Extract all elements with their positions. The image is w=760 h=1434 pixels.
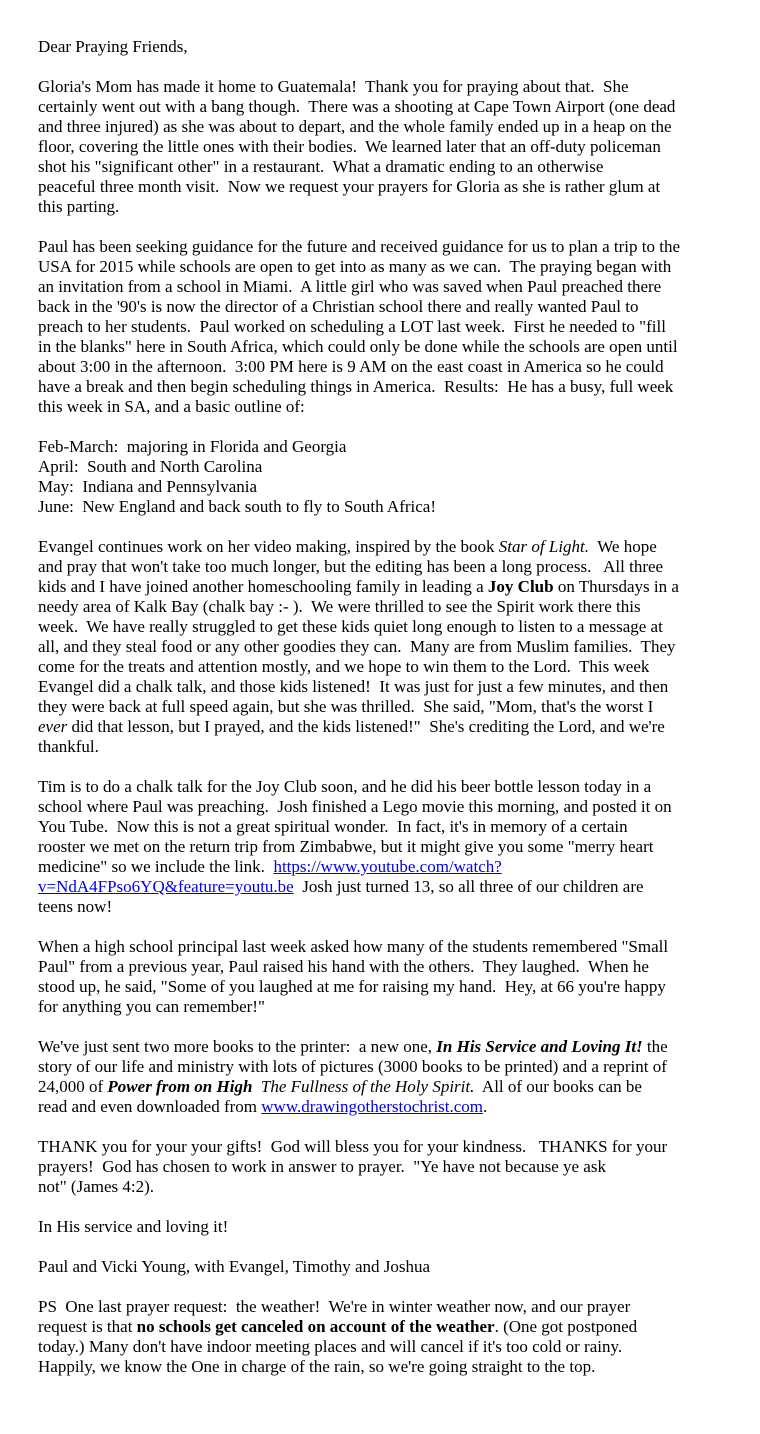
text-line xyxy=(38,1357,732,1377)
letter-body xyxy=(38,37,732,1377)
text-run: Tim is to do a chalk talk for the Joy Club soon, and he did his beer bottle lesson today in a xyxy=(38,777,652,796)
text-run: June: New England and back south to fly to South Africa! xyxy=(38,497,437,516)
text-line xyxy=(38,1037,732,1057)
text-run: request is that xyxy=(38,1317,137,1336)
text-run: kids and I have joined another homeschooling family in leading a xyxy=(38,577,488,596)
text-run: Feb-March: majoring in Florida and Georgia xyxy=(38,437,347,456)
text-line xyxy=(38,197,732,217)
text-run: for anything you can remember!" xyxy=(38,997,265,1016)
text-line xyxy=(38,617,732,637)
text-line xyxy=(38,977,732,997)
text-line xyxy=(38,37,732,57)
text-line xyxy=(38,397,732,417)
text-line xyxy=(38,117,732,137)
text-line xyxy=(38,677,732,697)
paragraph-books xyxy=(38,1037,732,1117)
text-line xyxy=(38,437,732,457)
text-run: Paul" from a previous year, Paul raised his hand with the others. They laughed. When he xyxy=(38,957,649,976)
text-run: Gloria's Mom has made it home to Guatemala! Thank you for praying about that. She xyxy=(38,77,629,96)
text-run: story of our life and ministry with lots of pictures (3000 books to be printed) and a reprint of xyxy=(38,1057,667,1076)
text-run: prayers! God has chosen to work in answer to prayer. "Ye have not because ye ask xyxy=(38,1157,606,1176)
text-line xyxy=(38,777,732,797)
text-line xyxy=(38,137,732,157)
text-run: You Tube. Now this is not a great spiritual wonder. In fact, it's in memory of a certain xyxy=(38,817,628,836)
text-line xyxy=(38,257,732,277)
text-run: and three injured) as she was about to depart, and the whole family ended up in a heap on the xyxy=(38,117,672,136)
text-run: We've just sent two more books to the printer: a new one, xyxy=(38,1037,437,1056)
text-line xyxy=(38,457,732,477)
text-run: did that lesson, but I prayed, and the kids listened!" She's crediting the Lord, and we're xyxy=(67,717,665,736)
text-line xyxy=(38,697,732,717)
text-line xyxy=(38,337,732,357)
text-line xyxy=(38,877,732,897)
text-line xyxy=(38,297,732,317)
text-line xyxy=(38,1297,732,1317)
text-run: . (One got postponed xyxy=(494,1317,638,1336)
text-run: week. We have really struggled to get these kids quiet long enough to listen to a message at xyxy=(38,617,663,636)
text-line xyxy=(38,957,732,977)
text-line xyxy=(38,817,732,837)
text-line xyxy=(38,377,732,397)
text-line xyxy=(38,157,732,177)
text-run: preach to her students. Paul worked on scheduling a LOT last week. First he needed to "fill xyxy=(38,317,666,336)
text-line xyxy=(38,857,732,877)
text-run: teens now! xyxy=(38,897,113,916)
text-run: ever xyxy=(38,717,68,736)
text-line xyxy=(38,637,732,657)
text-run: they were back at full speed again, but she was thrilled. She said, "Mom, that's the worst I xyxy=(38,697,654,716)
text-run: We hope xyxy=(589,537,657,556)
text-run: Evangel did a chalk talk, and those kids listened! It was just for just a few minutes, and then xyxy=(38,677,669,696)
text-run: school where Paul was preaching. Josh finished a Lego movie this morning, and posted it on xyxy=(38,797,672,816)
text-line xyxy=(38,477,732,497)
text-run: shot his "significant other" in a restaurant. What a dramatic ending to an otherwise xyxy=(38,157,604,176)
text-run: this week in SA, and a basic outline of: xyxy=(38,397,305,416)
text-line xyxy=(38,737,732,757)
text-run: USA for 2015 while schools are open to get into as many as we can. The praying began with xyxy=(38,257,672,276)
text-run: have a break and then begin scheduling things in America. Results: He has a busy, full week xyxy=(38,377,674,396)
text-run: about 3:00 in the afternoon. 3:00 PM here is 9 AM on the east coast in America so he could xyxy=(38,357,664,376)
text-line xyxy=(38,1317,732,1337)
text-line xyxy=(38,557,732,577)
text-line xyxy=(38,317,732,337)
paragraph-ps-weather xyxy=(38,1297,732,1377)
text-line xyxy=(38,797,732,817)
text-line xyxy=(38,657,732,677)
text-run xyxy=(252,1077,261,1096)
text-line xyxy=(38,937,732,957)
text-run: an invitation from a school in Miami. A little girl who was saved when Paul preached there xyxy=(38,277,662,296)
text-line xyxy=(38,1137,732,1157)
paragraph-small-paul xyxy=(38,937,732,1017)
salutation xyxy=(38,37,732,57)
text-run: on Thursdays in a xyxy=(553,577,679,596)
text-run: Paul has been seeking guidance for the future and received guidance for us to plan a trip to the xyxy=(38,237,680,256)
youtube-link[interactable]: https://www.youtube.com/watch? xyxy=(273,857,502,876)
text-run: peaceful three month visit. Now we request your prayers for Gloria as she is rather glum at xyxy=(38,177,661,196)
closing xyxy=(38,1217,732,1237)
text-run: Power from on High xyxy=(107,1077,253,1096)
text-run: all, and they steal food or any other goodies they can. Many are from Muslim families. They xyxy=(38,637,676,656)
text-run: today.) Many don't have indoor meeting places and will cancel if it's too cold or rainy. xyxy=(38,1337,623,1356)
text-line xyxy=(38,77,732,97)
text-line xyxy=(38,577,732,597)
text-run: THANK you for your your gifts! God will bless you for your kindness. THANKS for your xyxy=(38,1137,668,1156)
text-run: The Fullness of the Holy Spirit. xyxy=(260,1077,475,1096)
text-run: no schools get canceled on account of the weather xyxy=(136,1317,495,1336)
text-run: . xyxy=(483,1097,488,1116)
text-line xyxy=(38,897,732,917)
text-run: Star of Light. xyxy=(498,537,590,556)
text-run: not" (James 4:2). xyxy=(38,1177,155,1196)
text-line xyxy=(38,1157,732,1177)
text-line xyxy=(38,717,732,737)
paragraph-thanks xyxy=(38,1137,732,1197)
text-run: the xyxy=(642,1037,668,1056)
text-run: stood up, he said, "Some of you laughed at me for raising my hand. Hey, at 66 you're happy xyxy=(38,977,666,996)
text-run: Joy Club xyxy=(487,577,554,596)
paragraph-schedule xyxy=(38,437,732,517)
text-run: Dear Praying Friends, xyxy=(38,37,188,56)
text-line xyxy=(38,1217,732,1237)
text-run: rooster we met on the return trip from Zimbabwe, but it might give you some "merry heart xyxy=(38,837,654,856)
text-run: back in the '90's is now the director of a Christian school there and really wanted Paul to xyxy=(38,297,639,316)
text-run: come for the treats and attention mostly, and we hope to win them to the Lord. This week xyxy=(38,657,650,676)
paragraph-evangel-joy-club xyxy=(38,537,732,757)
text-line xyxy=(38,1257,732,1277)
text-run: April: South and North Carolina xyxy=(38,457,263,476)
signature xyxy=(38,1257,732,1277)
text-line xyxy=(38,837,732,857)
text-line xyxy=(38,1077,732,1097)
text-line xyxy=(38,177,732,197)
text-run: medicine" so we include the link. xyxy=(38,857,274,876)
text-line xyxy=(38,1177,732,1197)
drawingotherstochrist-link[interactable]: www.drawingotherstochrist.com xyxy=(261,1097,484,1116)
text-line xyxy=(38,1057,732,1077)
text-line xyxy=(38,497,732,517)
text-run: Paul and Vicki Young, with Evangel, Timothy and Joshua xyxy=(38,1257,431,1276)
text-line xyxy=(38,1097,732,1117)
text-run: this parting. xyxy=(38,197,120,216)
text-line xyxy=(38,357,732,377)
text-run: Evangel continues work on her video making, inspired by the book xyxy=(38,537,499,556)
text-run: in the blanks" here in South Africa, which could only be done while the schools are open until xyxy=(38,337,678,356)
text-run: Josh just turned 13, so all three of our children are xyxy=(293,877,644,896)
text-run: floor, covering the little ones with their bodies. We learned later that an off-duty policeman xyxy=(38,137,661,156)
text-run: When a high school principal last week asked how many of the students remembered "Small xyxy=(38,937,669,956)
paragraph-gloria xyxy=(38,77,732,217)
text-run: thankful. xyxy=(38,737,99,756)
text-run: 24,000 of xyxy=(38,1077,108,1096)
text-run: needy area of Kalk Bay (chalk bay :- ). We were thrilled to see the Spirit work there this xyxy=(38,597,641,616)
text-line xyxy=(38,277,732,297)
text-line xyxy=(38,97,732,117)
text-run: PS One last prayer request: the weather! We're in winter weather now, and our prayer xyxy=(38,1297,631,1316)
text-run: certainly went out with a bang though. There was a shooting at Cape Town Airport (one dead xyxy=(38,97,676,116)
text-run: and pray that won't take too much longer, but the editing has been a long process. All three xyxy=(38,557,664,576)
text-line xyxy=(38,237,732,257)
text-run: All of our books can be xyxy=(474,1077,642,1096)
text-run: Happily, we know the One in charge of the rain, so we're going straight to the top. xyxy=(38,1357,596,1376)
paragraph-tim-josh xyxy=(38,777,732,917)
text-line xyxy=(38,997,732,1017)
text-run: In His Service and Loving It! xyxy=(436,1037,643,1056)
text-run: In His service and loving it! xyxy=(38,1217,229,1236)
paragraph-usa-trip xyxy=(38,237,732,417)
text-line xyxy=(38,537,732,557)
text-line xyxy=(38,597,732,617)
text-run: May: Indiana and Pennsylvania xyxy=(38,477,258,496)
youtube-link[interactable]: v=NdA4FPso6YQ&feature=youtu.be xyxy=(38,877,294,896)
text-line xyxy=(38,1337,732,1357)
text-run: read and even downloaded from xyxy=(38,1097,262,1116)
